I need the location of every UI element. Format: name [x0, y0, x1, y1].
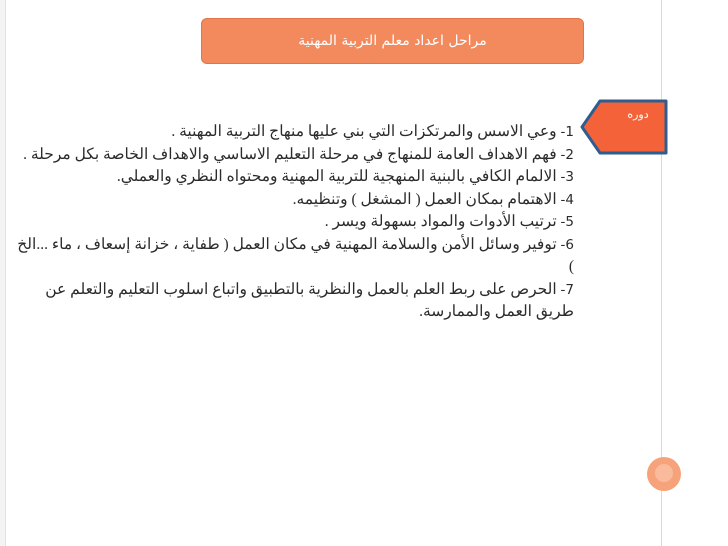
left-border-decoration — [0, 0, 6, 546]
item-text: ترتيب الأدوات والمواد بسهولة ويسر . — [324, 213, 557, 230]
item-number: 1- — [560, 124, 574, 140]
item-text: الاهتمام بمكان العمل ( المشغل ) وتنظيمه. — [292, 190, 557, 208]
item-number: 2- — [560, 146, 574, 163]
item-number: 3- — [560, 169, 574, 185]
item-text: الحرص على ربط العلم بالعمل والنظرية بالتطبيق واتباع اسلوب التعليم والتعلم عن طريق العمل والممارسة. — [45, 280, 574, 320]
list-item — [16, 121, 574, 144]
decorative-circle-inner — [655, 464, 673, 482]
tag-label: دوره — [627, 108, 649, 121]
item-number: 4- — [560, 191, 574, 208]
list-item — [16, 211, 574, 234]
item-number: 6- — [560, 236, 574, 253]
stages-list — [16, 121, 574, 324]
list-item — [16, 189, 574, 212]
list-item — [16, 234, 574, 279]
item-text: توفير وسائل الأمن والسلامة المهنية في مكان العمل ( طفاية ، خزانة إسعاف ، ماء ...الخ ) — [17, 235, 574, 275]
item-text: الالمام الكافي بالبنية المنهجية للتربية المهنية ومحتواه النظري والعملي. — [116, 168, 557, 185]
title-box — [201, 18, 584, 64]
slide-title: مراحل اعداد معلم التربية المهنية — [298, 33, 487, 49]
list-item — [16, 279, 574, 324]
list-item — [16, 166, 574, 189]
item-number: 5- — [560, 214, 574, 230]
item-text: وعي الاسس والمرتكزات التي بني عليها منهاج التربية المهنية . — [171, 123, 557, 140]
tag-arrow-shape — [580, 99, 668, 155]
item-text: فهم الاهداف العامة للمنهاج في مرحلة التعليم الاساسي والاهداف الخاصة بكل مرحلة . — [23, 145, 557, 163]
list-item — [16, 144, 574, 167]
item-number: 7- — [560, 281, 574, 298]
